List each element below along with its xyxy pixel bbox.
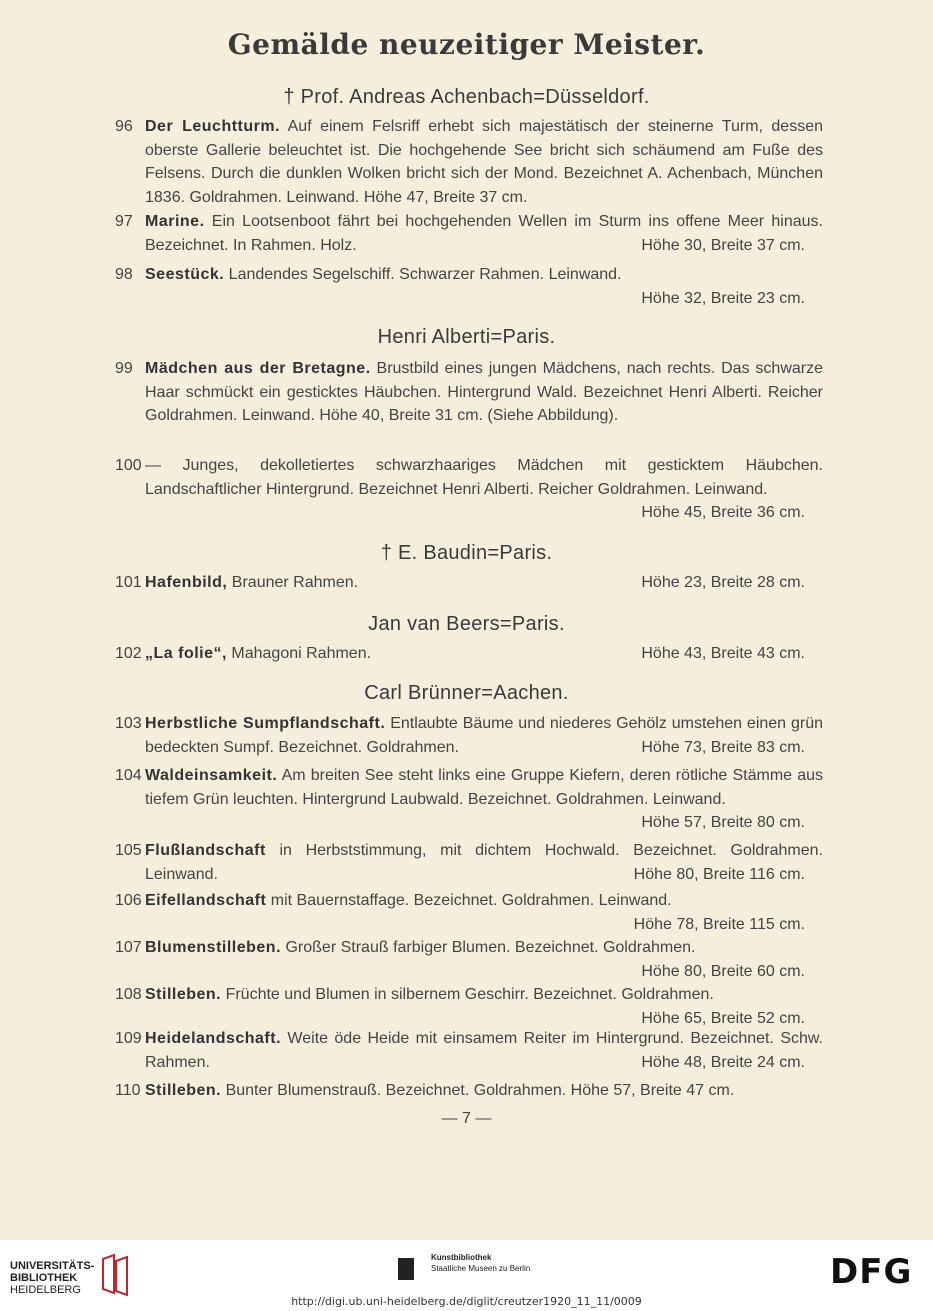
catalog-entry <box>115 454 823 525</box>
entry-dimensions: Höhe 73, Breite 83 cm. <box>641 738 805 756</box>
artist-heading: Carl Brünner=Aachen. <box>364 682 569 704</box>
entry-title: Eifellandschaft <box>145 892 267 909</box>
entry-text: mit Bauernstaffage. Bezeichnet. Goldrahmen. Leinwand. <box>270 892 672 909</box>
catalog-entry <box>115 764 823 835</box>
entry-number: 109 <box>115 1030 142 1047</box>
entry-title: Stilleben. <box>145 986 222 1003</box>
artist-heading: † Prof. Andreas Achenbach=Düsseldorf. <box>283 86 650 108</box>
entry-dimensions: Höhe 45, Breite 36 cm. <box>641 504 805 521</box>
entry-title: „La folie“, <box>145 645 227 662</box>
catalog-entry <box>115 115 823 209</box>
entry-dimensions: Höhe 78, Breite 115 cm. <box>633 915 805 933</box>
entry-number: 110 <box>115 1082 141 1099</box>
entry-number: 107 <box>115 939 142 956</box>
footer-bar <box>0 1240 933 1311</box>
entry-number: 106 <box>115 892 142 909</box>
entry-title: Flußlandschaft <box>145 842 266 859</box>
university-library-logo[interactable] <box>10 1260 94 1296</box>
entry-number: 98 <box>115 266 133 283</box>
ub-logo-line: HEIDELBERG <box>10 1284 81 1296</box>
catalog-entry <box>115 936 823 983</box>
catalog-entry <box>115 571 823 595</box>
entry-text: in Herbststimmung, mit dichtem Hochwald. Bezeichnet. Goldrahmen. Leinwand. <box>145 842 823 883</box>
entry-text: Brauner Rahmen. <box>231 574 359 591</box>
kb-title: Kunstbibliothek <box>431 1253 492 1262</box>
artist-heading: Henri Alberti=Paris. <box>377 326 556 348</box>
entry-text: — Junges, dekolletiertes schwarzhaariges Mädchen mit gesticktem Häubchen. Landschaftlicher Hintergrund. Bezeichnet Henri Alberti. Reicher Goldrahmen. Leinwand. <box>145 457 823 498</box>
catalog-entry <box>115 263 823 310</box>
ub-emblem-icon <box>100 1253 130 1297</box>
kunstbibliothek-logo[interactable] <box>431 1252 530 1274</box>
entry-number: 99 <box>115 360 133 377</box>
entry-number: 100 <box>115 457 142 474</box>
entry-text: Landendes Segelschiff. Schwarzer Rahmen. Leinwand. <box>228 266 622 283</box>
entry-text: Mahagoni Rahmen. <box>231 645 372 662</box>
catalog-entry <box>115 1079 823 1103</box>
ub-logo-line: BIBLIOTHEK <box>10 1272 78 1284</box>
entry-number: 102 <box>115 645 142 662</box>
entry-text: Ein Lootsenboot fährt bei hochgehenden Wellen im Sturm ins offene Meer hinaus. Bezeichnet. In Rahmen. Holz. <box>145 213 823 254</box>
catalog-entry <box>115 210 823 257</box>
entry-title: Der Leuchtturm. <box>145 118 281 135</box>
entry-number: 96 <box>115 118 133 135</box>
catalog-entry <box>115 642 823 666</box>
entry-dimensions: Höhe 80, Breite 116 cm. <box>633 865 805 883</box>
page-number: — 7 — <box>441 1110 492 1127</box>
entry-number: 105 <box>115 842 142 859</box>
entry-text: Brustbild eines jungen Mädchens, nach rechts. Das schwarze Haar schmückt ein gesticktes Häubchen. Hintergrund Wald. Bezeichnet Henri Alberti. Reicher Goldrahmen. Leinwand. Höhe 40, Breite 31 cm. (Siehe Abbildung). <box>145 360 824 424</box>
entry-title: Seestück. <box>145 266 225 283</box>
entry-dimensions: Höhe 57, Breite 80 cm. <box>641 814 805 831</box>
catalog-entry <box>115 712 823 759</box>
catalog-entry <box>115 1027 823 1074</box>
entry-dimensions: Höhe 23, Breite 28 cm. <box>641 574 805 591</box>
entry-text: Auf einem Felsriff erhebt sich majestätisch der steinerne Turm, dessen oberste Gallerie beleuchtet ist. Die hochgehende See bricht sich schäumend am Fuße des Felsens. Durch die dunklen Wolken bricht sich der Mond. Bezeichnet A. Achenbach, München 1836. Goldrahmen. Leinwand. Höhe 47, Breite 37 cm. <box>145 118 824 206</box>
entry-number: 97 <box>115 213 133 230</box>
entry-number: 101 <box>115 574 142 591</box>
artist-heading: † E. Baudin=Paris. <box>380 542 553 564</box>
entry-title: Blumenstilleben. <box>145 939 282 956</box>
dfg-logo[interactable]: DFG <box>830 1252 913 1292</box>
entry-dimensions: Höhe 43, Breite 43 cm. <box>641 645 805 662</box>
entry-title: Hafenbild, <box>145 574 228 591</box>
entry-dimensions: Höhe 30, Breite 37 cm. <box>641 236 805 254</box>
entry-text: Bunter Blumenstrauß. Bezeichnet. Goldrahmen. Höhe 57, Breite 47 cm. <box>225 1082 735 1099</box>
kunstbibliothek-icon <box>398 1258 414 1280</box>
entry-text: Großer Strauß farbiger Blumen. Bezeichnet. Goldrahmen. <box>285 939 696 956</box>
entry-title: Stilleben. <box>145 1082 222 1099</box>
entry-text: Weite öde Heide mit einsamem Reiter im Hintergrund. Bezeichnet. Schw. Rahmen. <box>145 1030 824 1071</box>
permalink-url[interactable]: http://digi.ub.uni-heidelberg.de/diglit/creutzer1920_11_11/0009 <box>291 1295 642 1308</box>
catalog-entry <box>115 889 823 936</box>
entry-number: 108 <box>115 986 142 1003</box>
entry-title: Mädchen aus der Bretagne. <box>145 360 371 377</box>
entry-text: Früchte und Blumen in silbernem Geschirr. Bezeichnet. Goldrahmen. <box>225 986 714 1003</box>
entry-title: Heidelandschaft. <box>145 1030 282 1047</box>
kb-subtitle: Staatliche Museen zu Berlin <box>431 1264 531 1273</box>
entry-dimensions: Höhe 32, Breite 23 cm. <box>641 289 805 307</box>
catalog-entry <box>115 839 823 886</box>
entry-dimensions: Höhe 65, Breite 52 cm. <box>641 1009 805 1027</box>
entry-title: Waldeinsamkeit. <box>145 767 278 784</box>
entry-title: Herbstliche Sumpflandschaft. <box>145 715 386 732</box>
entry-number: 103 <box>115 715 142 732</box>
catalog-entry <box>115 357 823 428</box>
entry-number: 104 <box>115 767 142 784</box>
entry-text: Entlaubte Bäume und niederes Gehölz umstehen einen grün bedeckten Sumpf. Bezeichnet. Goldrahmen. <box>145 715 823 756</box>
catalog-entry <box>115 983 823 1030</box>
entry-title: Marine. <box>145 213 205 230</box>
ub-logo-line: UNIVERSITÄTS- <box>10 1260 95 1272</box>
page-title: Gemälde neuzeitiger Meister. <box>227 28 706 61</box>
entry-dimensions: Höhe 80, Breite 60 cm. <box>641 962 805 980</box>
entry-dimensions: Höhe 48, Breite 24 cm. <box>641 1053 805 1071</box>
entry-text: Am breiten See steht links eine Gruppe Kiefern, deren rötliche Stämme aus tiefem Grün leuchten. Hintergrund Laubwald. Bezeichnet. Goldrahmen. Leinwand. <box>145 767 824 808</box>
artist-heading: Jan van Beers=Paris. <box>368 613 565 635</box>
